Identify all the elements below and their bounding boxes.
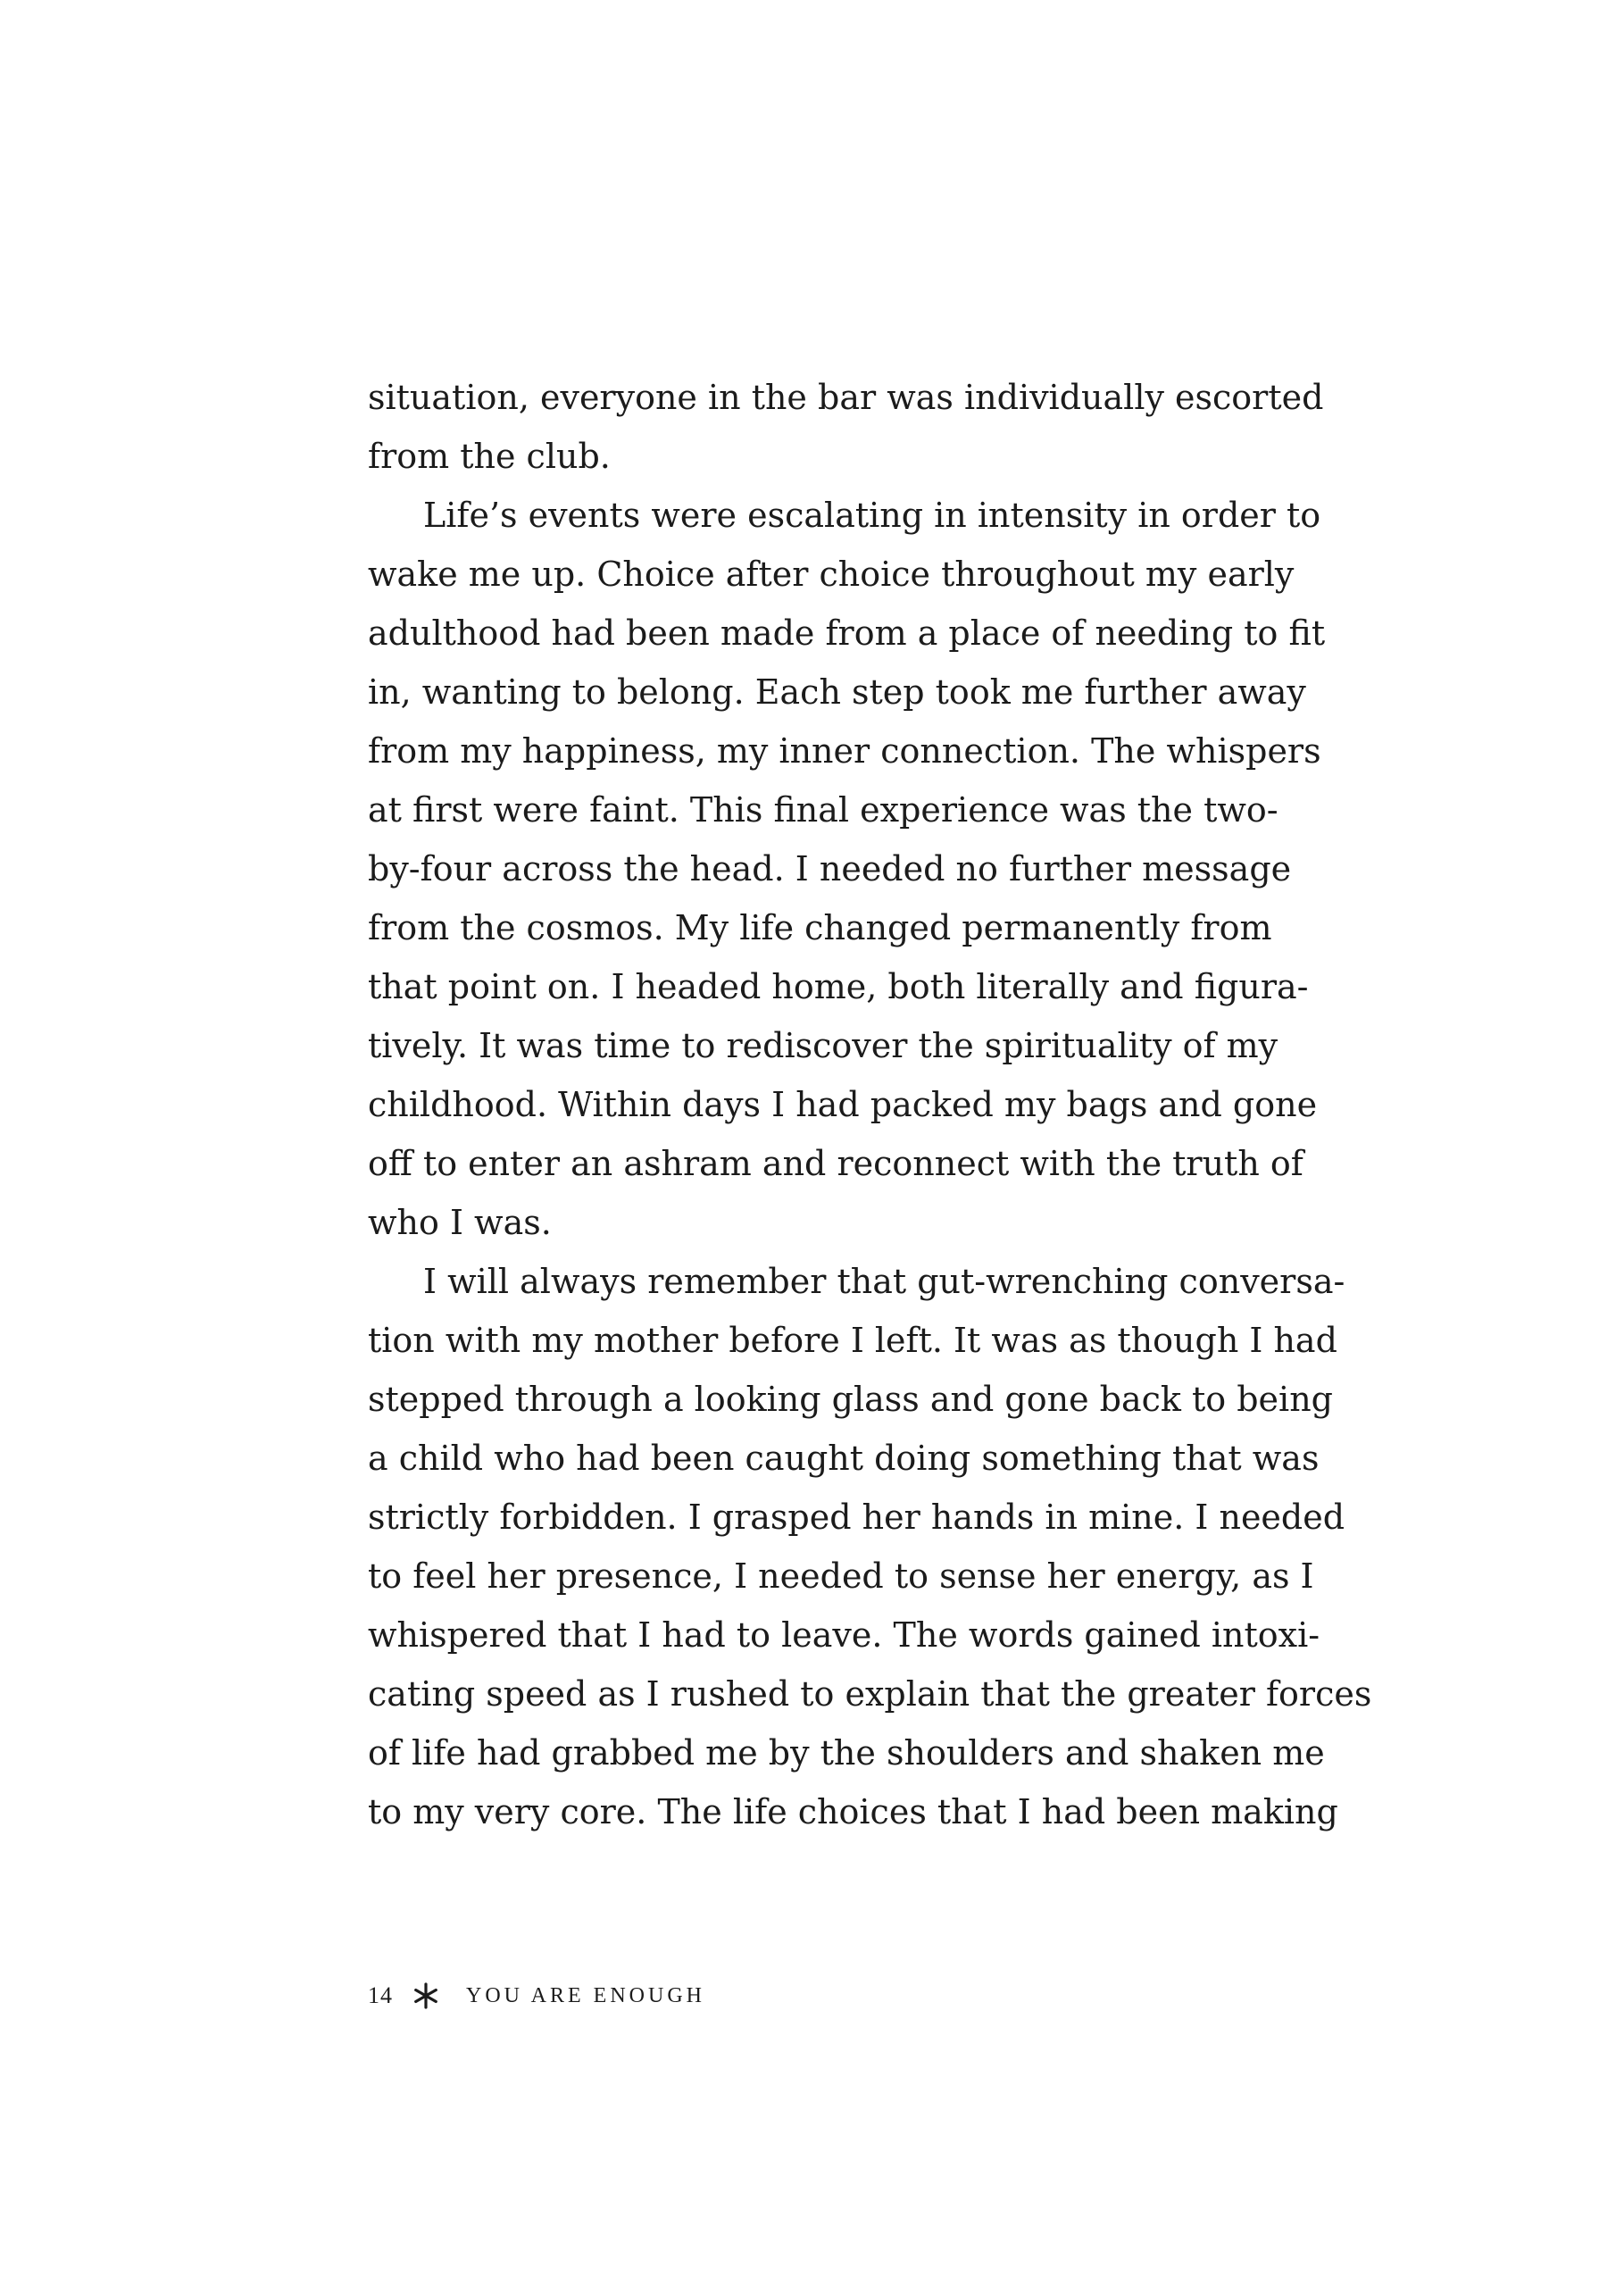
text-line: stepped through a looking glass and gone back to being	[368, 1380, 1333, 1419]
page-number: 14	[368, 1982, 393, 2008]
text-line: wake me up. Choice after choice throughout my early	[368, 555, 1295, 594]
text-line: to my very core. The life choices that I had been making	[368, 1792, 1338, 1831]
text-line: in, wanting to belong. Each step took me further away	[368, 672, 1306, 712]
text-line: whispered that I had to leave. The words gained intoxi-	[368, 1615, 1320, 1655]
text-line: to feel her presence, I needed to sense her energy, as I	[368, 1556, 1314, 1596]
text-line: a child who had been caught doing something that was	[368, 1439, 1320, 1478]
body-text	[368, 368, 1372, 1841]
text-line: cating speed as I rushed to explain that the greater forces	[368, 1674, 1372, 1714]
text-line: adulthood had been made from a place of needing to fit	[368, 613, 1326, 653]
asterisk-star-icon	[412, 1982, 439, 2009]
text-line: situation, everyone in the bar was individually escorted	[368, 378, 1324, 417]
text-line: by-four across the head. I needed no further message	[368, 849, 1292, 889]
text-line: from the cosmos. My life changed permanently from	[368, 908, 1272, 947]
page-footer	[368, 1978, 705, 2014]
text-line: that point on. I headed home, both literally and figura-	[368, 967, 1309, 1006]
text-line: from my happiness, my inner connection. The whispers	[368, 731, 1321, 771]
text-line: off to enter an ashram and reconnect with the truth of	[368, 1144, 1303, 1183]
text-line: tion with my mother before I left. It was as though I had	[368, 1321, 1337, 1360]
text-line: strictly forbidden. I grasped her hands in mine. I needed	[368, 1498, 1345, 1537]
text-line: I will always remember that gut-wrenching conversa-	[423, 1262, 1345, 1301]
text-line: from the club.	[368, 437, 611, 476]
text-line: Life’s events were escalating in intensity in order to	[423, 496, 1321, 535]
text-line: who I was.	[368, 1203, 552, 1242]
text-line: childhood. Within days I had packed my bags and gone	[368, 1085, 1318, 1124]
text-line: of life had grabbed me by the shoulders and shaken me	[368, 1733, 1325, 1773]
running-title: YOU ARE ENOUGH	[466, 1983, 705, 2007]
text-line: at first were faint. This final experience was the two-	[368, 790, 1278, 830]
text-line: tively. It was time to rediscover the spirituality of my	[368, 1026, 1278, 1065]
